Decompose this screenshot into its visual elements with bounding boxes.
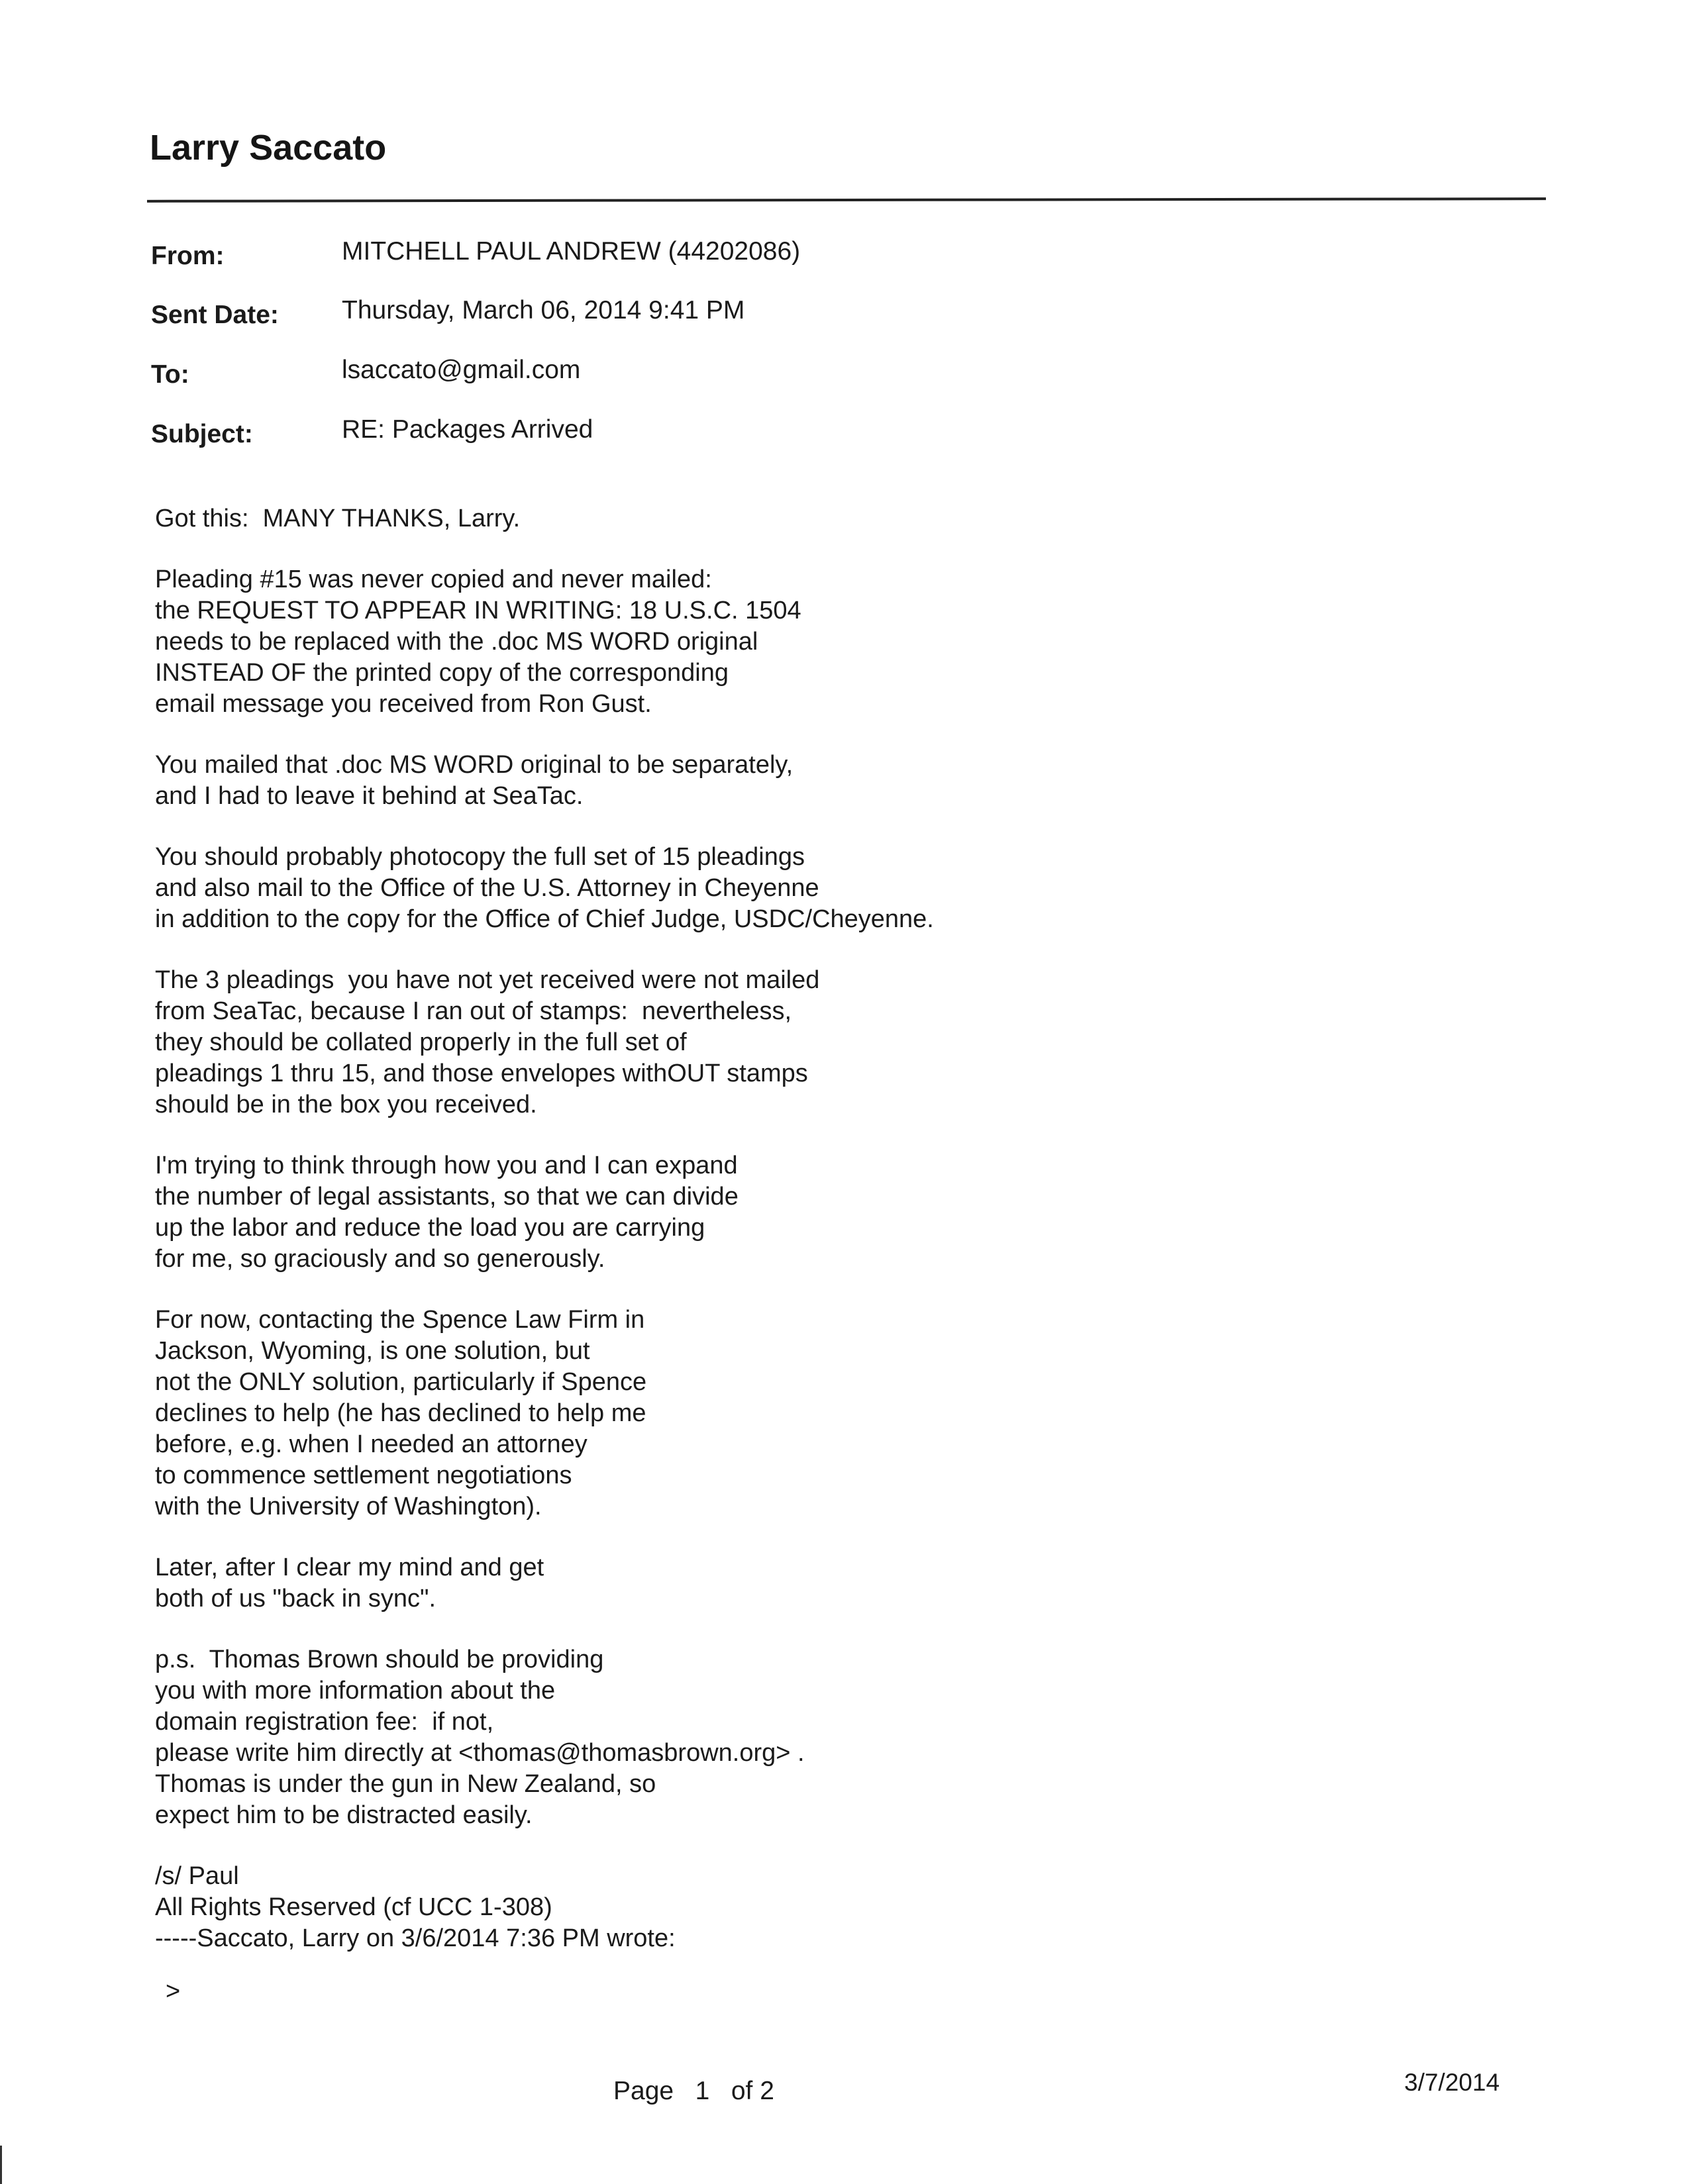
body-line: Got this: MANY THANKS, Larry. bbox=[155, 505, 521, 532]
body-line: p.s. Thomas Brown should be providing bbox=[155, 1646, 604, 1673]
from-label: From: bbox=[151, 242, 225, 270]
body-line: should be in the box you received. bbox=[155, 1091, 537, 1118]
body-paragraph bbox=[155, 564, 1281, 720]
body-line: before, e.g. when I needed an attorney bbox=[155, 1430, 588, 1458]
body-line: pleadings 1 thru 15, and those envelopes withOUT stamps bbox=[155, 1060, 808, 1087]
from-value: MITCHELL PAUL ANDREW (44202086) bbox=[342, 237, 801, 266]
body-paragraph bbox=[155, 503, 1281, 534]
body-line: from SeaTac, because I ran out of stamps: nevertheless, bbox=[155, 997, 792, 1025]
body-line: needs to be replaced with the .doc MS WORD original bbox=[155, 628, 758, 656]
to-label: To: bbox=[151, 360, 189, 389]
body-paragraph bbox=[155, 1552, 1281, 1614]
body-line: not the ONLY solution, particularly if Spence bbox=[155, 1368, 647, 1396]
body-line: email message you received from Ron Gust. bbox=[155, 690, 652, 718]
body-line: declines to help (he has declined to help me bbox=[155, 1399, 646, 1427]
message-body bbox=[155, 503, 1281, 1954]
document-owner-name: Larry Saccato bbox=[150, 128, 387, 168]
body-line: to commence settlement negotiations bbox=[155, 1462, 572, 1489]
body-paragraph bbox=[155, 750, 1281, 812]
body-line: the REQUEST TO APPEAR IN WRITING: 18 U.S.C. 1504 bbox=[155, 597, 801, 624]
body-line: in addition to the copy for the Office of Chief Judge, USDC/Cheyenne. bbox=[155, 905, 934, 933]
subject-label: Subject: bbox=[151, 420, 253, 448]
body-line: up the labor and reduce the load you are carrying bbox=[155, 1214, 705, 1242]
message-paragraphs bbox=[155, 503, 1281, 1831]
subject-value: RE: Packages Arrived bbox=[342, 415, 593, 444]
body-line: both of us "back in sync". bbox=[155, 1585, 436, 1613]
sent-date-label: Sent Date: bbox=[151, 301, 279, 329]
body-paragraph bbox=[155, 1150, 1281, 1275]
body-paragraph bbox=[155, 965, 1281, 1120]
quoted-header: -----Saccato, Larry on 3/6/2014 7:36 PM wrote: bbox=[155, 1924, 676, 1952]
body-line: You mailed that .doc MS WORD original to be separately, bbox=[155, 751, 793, 779]
body-line: INSTEAD OF the printed copy of the corresponding bbox=[155, 659, 729, 687]
signature: /s/ Paul bbox=[155, 1862, 239, 1890]
body-line: For now, contacting the Spence Law Firm in bbox=[155, 1306, 645, 1334]
body-line: I'm trying to think through how you and I can expand bbox=[155, 1152, 738, 1179]
body-line: The 3 pleadings you have not yet received were not mailed bbox=[155, 966, 820, 994]
body-line: and also mail to the Office of the U.S. Attorney in Cheyenne bbox=[155, 874, 819, 902]
body-line: the number of legal assistants, so that we can divide bbox=[155, 1183, 739, 1211]
page-label: Page bbox=[613, 2077, 674, 2105]
print-date: 3/7/2014 bbox=[1404, 2069, 1500, 2096]
body-line: they should be collated properly in the full set of bbox=[155, 1028, 687, 1056]
body-line: domain registration fee: if not, bbox=[155, 1708, 494, 1736]
body-line: Later, after I clear my mind and get bbox=[155, 1554, 544, 1581]
to-value: lsaccato@gmail.com bbox=[342, 356, 581, 384]
body-line: You should probably photocopy the full set of 15 pleadings bbox=[155, 843, 805, 871]
page-total: of 2 bbox=[731, 2077, 774, 2105]
body-line: Pleading #15 was never copied and never mailed: bbox=[155, 566, 712, 593]
body-line: with the University of Washington). bbox=[155, 1493, 542, 1520]
body-paragraph bbox=[155, 842, 1281, 935]
page-indicator bbox=[613, 2077, 774, 2106]
body-paragraph bbox=[155, 1305, 1281, 1522]
rights-reserved: All Rights Reserved (cf UCC 1-308) bbox=[155, 1893, 552, 1921]
body-line: expect him to be distracted easily. bbox=[155, 1801, 533, 1829]
body-line: you with more information about the bbox=[155, 1677, 556, 1705]
page-number: 1 bbox=[695, 2077, 710, 2105]
body-line: Thomas is under the gun in New Zealand, so bbox=[155, 1770, 656, 1798]
body-line: Jackson, Wyoming, is one solution, but bbox=[155, 1337, 590, 1365]
quote-marker: > bbox=[166, 1977, 181, 2005]
scan-edge-mark bbox=[0, 2146, 2, 2184]
header-divider bbox=[147, 197, 1546, 203]
sent-date-value: Thursday, March 06, 2014 9:41 PM bbox=[342, 296, 745, 324]
body-paragraph bbox=[155, 1644, 1281, 1831]
body-line: and I had to leave it behind at SeaTac. bbox=[155, 782, 584, 810]
body-line: for me, so graciously and so generously. bbox=[155, 1245, 605, 1273]
body-line: please write him directly at <thomas@thomasbrown.org> . bbox=[155, 1739, 805, 1767]
